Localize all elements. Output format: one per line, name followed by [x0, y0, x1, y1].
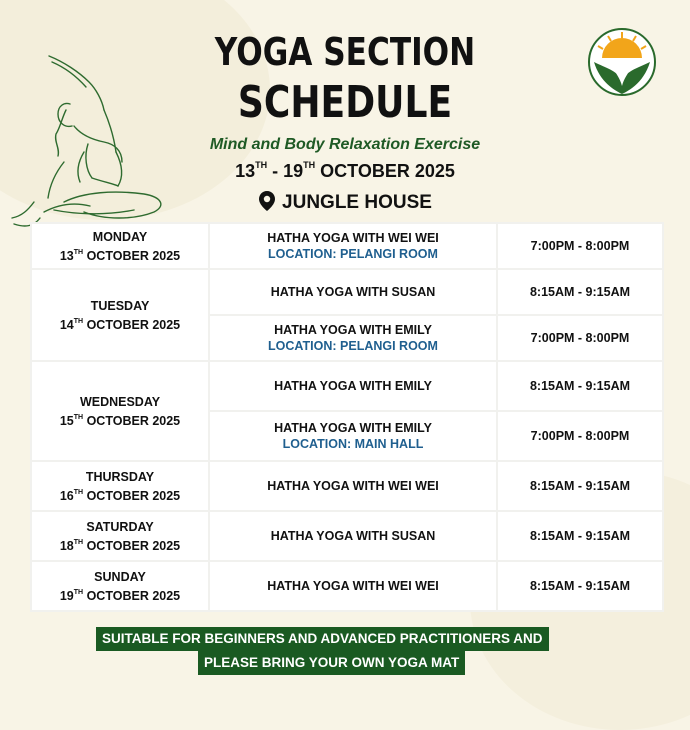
time-cell: 8:15AM - 9:15AM — [497, 461, 663, 511]
class-cell: HATHA YOGA WITH SUSAN — [209, 269, 497, 315]
footer-line2: PLEASE BRING YOUR OWN YOGA MAT — [198, 651, 465, 675]
venue — [0, 190, 690, 218]
time-cell: 8:15AM - 9:15AM — [497, 511, 663, 561]
table-row — [31, 269, 663, 315]
day-cell: THURSDAY 16TH OCTOBER 2025 — [31, 461, 209, 511]
footer-banner — [96, 627, 594, 675]
class-cell: HATHA YOGA WITH WEI WEI — [209, 561, 497, 611]
table-row — [31, 361, 663, 411]
class-cell: HATHA YOGA WITH EMILY LOCATION: MAIN HALL — [209, 411, 497, 461]
page-title-line1: YOGA SECTION — [214, 30, 476, 74]
table-row — [31, 511, 663, 561]
time-cell: 7:00PM - 8:00PM — [497, 411, 663, 461]
time-cell: 8:15AM - 9:15AM — [497, 561, 663, 611]
class-cell: HATHA YOGA WITH EMILY — [209, 361, 497, 411]
location-label: LOCATION: PELANGI ROOM — [268, 247, 438, 261]
day-cell: WEDNESDAY 15TH OCTOBER 2025 — [31, 361, 209, 461]
day-cell: SUNDAY 19TH OCTOBER 2025 — [31, 561, 209, 611]
date-range: 13TH - 19TH OCTOBER 2025 — [235, 160, 455, 181]
location-label: LOCATION: MAIN HALL — [282, 437, 424, 451]
venue-name: JUNGLE HOUSE — [282, 192, 432, 213]
location-pin-icon — [258, 190, 276, 218]
time-cell: 7:00PM - 8:00PM — [497, 315, 663, 361]
day-cell: SATURDAY 18TH OCTOBER 2025 — [31, 511, 209, 561]
time-cell: 8:15AM - 9:15AM — [497, 361, 663, 411]
time-cell: 8:15AM - 9:15AM — [497, 269, 663, 315]
page-title-line2: SCHEDULE — [237, 77, 453, 128]
location-label: LOCATION: PELANGI ROOM — [268, 339, 438, 353]
class-cell: HATHA YOGA WITH EMILY LOCATION: PELANGI ROOM — [209, 315, 497, 361]
schedule-table — [30, 222, 664, 612]
time-cell: 7:00PM - 8:00PM — [497, 223, 663, 269]
day-cell: TUESDAY 14TH OCTOBER 2025 — [31, 269, 209, 361]
class-cell: HATHA YOGA WITH SUSAN — [209, 511, 497, 561]
class-cell: HATHA YOGA WITH WEI WEI — [209, 461, 497, 511]
day-cell: MONDAY 13TH OCTOBER 2025 — [31, 223, 209, 269]
subtitle: Mind and Body Relaxation Exercise — [209, 136, 481, 153]
table-row — [31, 561, 663, 611]
class-cell: HATHA YOGA WITH WEI WEI LOCATION: PELANGI ROOM — [209, 223, 497, 269]
table-row — [31, 223, 663, 269]
table-row — [31, 461, 663, 511]
footer-line1: SUITABLE FOR BEGINNERS AND ADVANCED PRACTITIONERS AND — [96, 627, 549, 651]
